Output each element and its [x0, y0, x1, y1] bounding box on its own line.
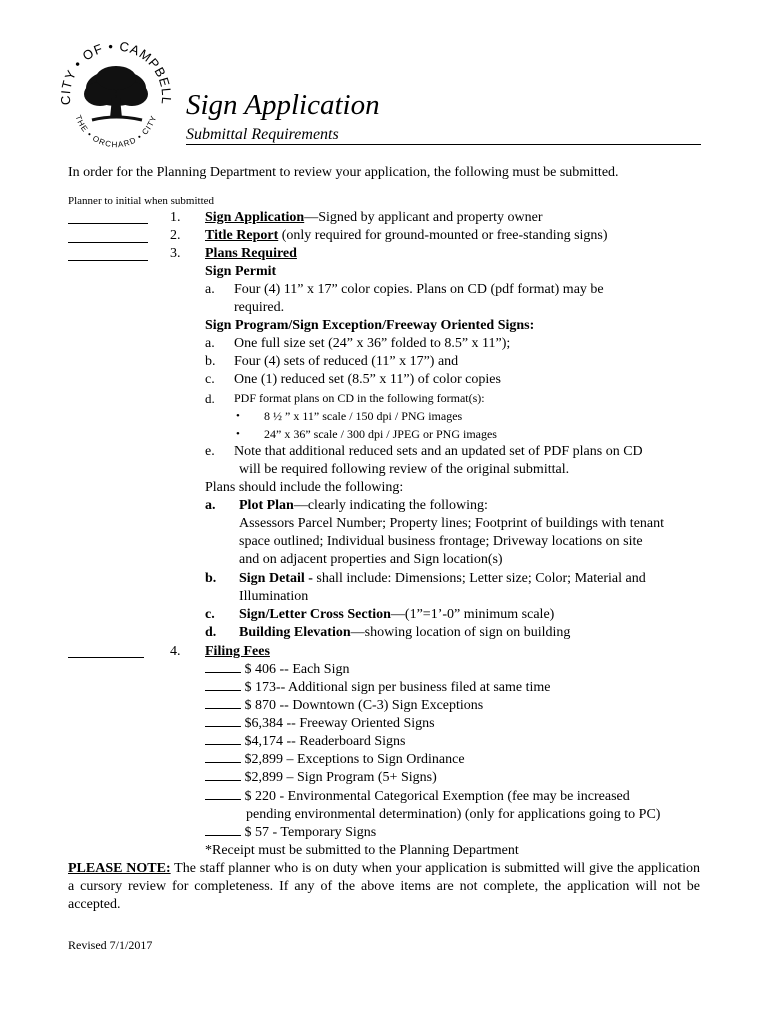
please-note-text: The staff planner who is on duty when your application is submitted will give the application a cursory review for completeness. If any of the above items are not complete, the application will not be accepted. — [68, 861, 700, 912]
fee-text: $ 57 - Temporary Signs — [244, 825, 377, 840]
receipt-note: *Receipt must be submitted to the Planning Department — [205, 843, 519, 858]
plot-plan-detail-3: and on adjacent properties and Sign location(s) — [239, 552, 503, 567]
building-elevation-text: —showing location of sign on building — [350, 625, 571, 640]
planner-note: Planner to initial when submitted — [68, 195, 215, 207]
program-c-text: One (1) reduced set (8.5” x 11”) of color copies — [234, 372, 501, 387]
include-d — [239, 624, 570, 642]
fee-text: $2,899 – Exceptions to Sign Ordinance — [244, 752, 465, 767]
city-logo — [52, 34, 180, 162]
include-c-label: c. — [205, 607, 215, 622]
include-c — [239, 606, 554, 624]
fee-row — [205, 733, 405, 751]
cross-section-text: —(1”=1’-0” minimum scale) — [390, 607, 555, 622]
include-a-label: a. — [205, 498, 216, 513]
fee-check-blank[interactable] — [205, 708, 241, 709]
fee-row — [205, 788, 630, 806]
page-title: Sign Application — [186, 89, 380, 121]
fee-check-blank[interactable] — [205, 780, 241, 781]
program-d-text: PDF format plans on CD in the following format(s): — [234, 391, 485, 405]
page-subtitle: Submittal Requirements — [186, 126, 339, 143]
item-1-title: Sign Application — [205, 210, 305, 225]
initial-line-3[interactable] — [68, 260, 148, 261]
program-a-text: One full size set (24” x 36” folded to 8.5” x 11”); — [234, 336, 511, 351]
item-1-text: —Signed by applicant and property owner — [304, 210, 543, 225]
include-b — [239, 570, 646, 588]
sign-permit-a-label: a. — [205, 282, 215, 297]
please-note-label: PLEASE NOTE: — [68, 861, 171, 876]
logo-arc-text: CITY • OF • CAMPBELL — [57, 38, 175, 106]
sign-detail-text: shall include: Dimensions; Letter size; Color; Material and — [312, 571, 646, 586]
fee-row — [205, 715, 435, 733]
program-b-text: Four (4) sets of reduced (11” x 17”) and — [234, 354, 459, 369]
fee-check-blank[interactable] — [205, 726, 241, 727]
program-b-label: b. — [205, 354, 216, 369]
fee-text: $ 173-- Additional sign per business filed at same time — [244, 680, 551, 695]
program-d-label: d. — [205, 391, 215, 406]
fee-text: $4,174 -- Readerboard Signs — [244, 734, 406, 749]
fee-row — [205, 679, 551, 697]
logo-inner-text: THE • ORCHARD • CITY — [73, 113, 159, 150]
item-3-title: Plans Required — [205, 246, 297, 261]
sign-permit-a-line1: Four (4) 11” x 17” color copies. Plans on CD (pdf format) may be — [234, 282, 604, 297]
building-elevation-title: Building Elevation — [239, 625, 351, 640]
plans-include-heading: Plans should include the following: — [205, 480, 404, 495]
item-2-text: (only required for ground-mounted or free-standing signs) — [278, 228, 608, 243]
fee-text-continued: pending environmental determination) (only for applications going to PC) — [246, 807, 661, 822]
revised-date: Revised 7/1/2017 — [68, 938, 153, 952]
item-number-4: 4. — [170, 644, 181, 659]
please-note-paragraph — [68, 860, 700, 914]
sign-permit-a-line2: required. — [234, 300, 285, 315]
item-2 — [205, 227, 608, 245]
fee-check-blank[interactable] — [205, 672, 241, 673]
item-number-2: 2. — [170, 228, 181, 243]
plot-plan-detail-2: space outlined; Individual business frontage; Driveway locations on site — [239, 534, 643, 549]
item-2-title: Title Report — [205, 228, 279, 243]
fee-text: $2,899 – Sign Program (5+ Signs) — [244, 770, 437, 785]
intro-text: In order for the Planning Department to review your application, the following must be submitted. — [68, 165, 619, 180]
fee-check-blank[interactable] — [205, 744, 241, 745]
sign-program-heading: Sign Program/Sign Exception/Freeway Oriented Signs: — [205, 318, 535, 333]
item-number-3: 3. — [170, 246, 181, 261]
plot-plan-title: Plot Plan — [239, 498, 294, 513]
fee-text: $ 870 -- Downtown (C-3) Sign Exceptions — [244, 698, 484, 713]
fee-row — [205, 769, 437, 787]
fee-text: $ 406 -- Each Sign — [244, 662, 350, 677]
fee-row — [205, 697, 483, 715]
initial-line-4[interactable] — [68, 657, 144, 658]
fee-text: $ 220 - Environmental Categorical Exemption (fee may be increased — [244, 789, 630, 804]
program-e-line2: will be required following review of the original submittal. — [239, 462, 570, 477]
initial-line-2[interactable] — [68, 242, 148, 243]
include-b-label: b. — [205, 571, 217, 586]
item-4-title: Filing Fees — [205, 644, 270, 659]
title-rule — [186, 144, 701, 145]
oak-tree-icon — [84, 66, 148, 120]
program-a-label: a. — [205, 336, 215, 351]
fee-check-blank[interactable] — [205, 799, 241, 800]
fee-row — [205, 824, 376, 842]
sign-permit-heading: Sign Permit — [205, 264, 277, 279]
cross-section-title: Sign/Letter Cross Section — [239, 607, 391, 622]
city-seal-graphic — [52, 34, 180, 162]
include-a — [239, 497, 488, 515]
program-c-label: c. — [205, 372, 215, 387]
fee-check-blank[interactable] — [205, 762, 241, 763]
format-bullet-2: • 24” x 36” scale / 300 dpi / JPEG or PNG images — [264, 427, 497, 442]
fee-check-blank[interactable] — [205, 835, 241, 836]
fee-check-blank[interactable] — [205, 690, 241, 691]
include-d-label: d. — [205, 625, 217, 640]
program-e-label: e. — [205, 444, 215, 459]
fee-text: $6,384 -- Freeway Oriented Signs — [244, 716, 435, 731]
format-bullet-1: • 8 ½ ” x 11” scale / 150 dpi / PNG images — [264, 409, 462, 424]
item-number-1: 1. — [170, 210, 181, 225]
initial-line-1[interactable] — [68, 223, 148, 224]
plot-plan-detail-1: Assessors Parcel Number; Property lines; Footprint of buildings with tenant — [239, 516, 665, 531]
program-e-line1: Note that additional reduced sets and an updated set of PDF plans on CD — [234, 444, 643, 459]
sign-detail-line2: Illumination — [239, 589, 309, 604]
item-1 — [205, 209, 543, 227]
plot-plan-text: —clearly indicating the following: — [293, 498, 488, 513]
fee-row — [205, 751, 465, 769]
sign-detail-title: Sign Detail - — [239, 571, 313, 586]
fee-row — [205, 661, 349, 679]
